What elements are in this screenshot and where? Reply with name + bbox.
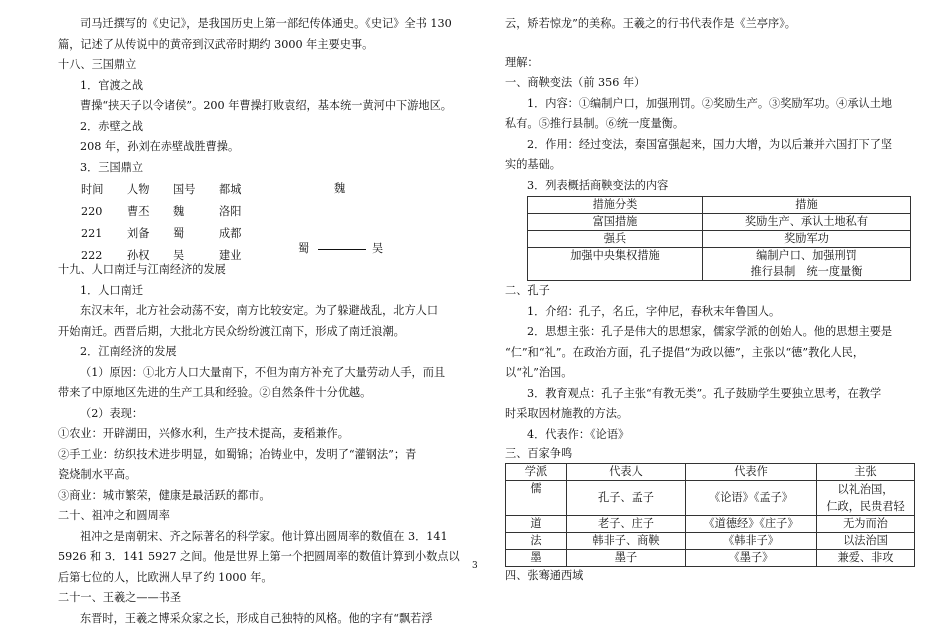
table2-cell: 《论语》《孟子》 [686,481,817,516]
jiaoyu-line-2: 时采取因材施教的方法。 [505,404,917,425]
zu-line-3: 后第七位的人，比欧洲人早了约 1000 年。 [58,568,478,589]
jiangnan-title: 2．江南经济的发展 [58,342,478,363]
table2-cell: 墨 [506,550,567,567]
nongye: ①农业：开辟湖田，兴修水利，生产技术提高，麦稻兼作。 [58,424,478,445]
yuanyin-line-2: 带来了中原地区先进的生产工具和经验。②自然条件十分优越。 [58,383,478,404]
zuoyong-line-1: 2．作用：经过变法，秦国富强起来，国力大增，为以后兼并六国打下了坚 [505,135,917,156]
sanguo-cell: 洛阳 [218,200,264,222]
diagram-wei: 魏 [334,180,345,196]
sanguo-cell: 刘备 [126,222,172,244]
sanguo-row [80,222,264,244]
diagram-connector-line [318,249,366,250]
table2-cell: 《墨子》 [686,550,817,567]
left-column [58,14,478,629]
yuanyin-line-1: （1）原因：①北方人口大量南下，不但为南方补充了大量劳动人手，而且 [58,363,478,384]
sanguo-cell: 蜀 [172,222,218,244]
neirong-line-1: 1．内容：①编制户口，加强刑罚。②奖励生产。③奖励军功。④承认土地 [505,94,917,115]
table1-cell: 强兵 [528,231,703,248]
table1-header-row [528,197,911,214]
table2-cell: 儒 [506,481,567,516]
lijie-label: 理解： [505,53,917,74]
table1-header-cell: 措施 [703,197,911,214]
table2-header-cell: 主张 [817,464,915,481]
table2-cell-line: 以礼治国， [821,481,910,498]
chibi-title: 2．赤壁之战 [58,117,478,138]
sanguo-block [58,178,478,260]
chibi-text: 208 年，孙刘在赤壁战胜曹操。 [58,137,478,158]
sanguo-title: 3．三国鼎立 [58,158,478,179]
heading-4: 四、张骞通西域 [505,567,917,585]
sixiang-line-1: 2．思想主张：孔子是伟大的思想家，儒家学派的创始人。他的思想主要是 [505,322,917,343]
table1-cell-line: 推行县制 统一度量衡 [707,264,906,280]
table1-cell: 奖励军功 [703,231,911,248]
sixiang-line-2: “仁”和“礼”。在政治方面，孔子提倡“为政以德”，主张以“德”教化人民， [505,343,917,364]
sanguo-header-row [80,178,264,200]
sanguo-cell: 魏 [172,200,218,222]
zu-line-1: 祖冲之是南朝宋、齐之际著名的科学家。他计算出圆周率的数值在 3．141 [58,527,478,548]
sanguo-row [80,200,264,222]
heading-20: 二十、祖冲之和圆周率 [58,506,478,527]
heading-2: 二、孔子 [505,281,917,302]
table2-header-cell: 学派 [506,464,567,481]
table2-header-row [506,464,915,481]
sanguo-header-state: 国号 [172,178,218,200]
table2-cell: 《韩非子》 [686,533,817,550]
jieshao: 1．介绍：孔子，名丘，字仲尼，春秋末年鲁国人。 [505,302,917,323]
sanguo-row [80,244,264,266]
zuoyong-line-2: 实的基础。 [505,155,917,176]
sanguo-cell: 吴 [172,244,218,266]
shangyang-table [527,196,911,281]
sixiang-line-3: 以“礼”治国。 [505,363,917,384]
sanguo-cell: 曹丕 [126,200,172,222]
baijia-table [505,463,915,567]
table2-cell: 老子、庄子 [567,516,686,533]
table1-cell: 加强中央集权措施 [528,248,703,281]
table2-row [506,550,915,567]
table1-header-cell: 措施分类 [528,197,703,214]
jiaoyu-line-1: 3．教育观点：孔子主张“有教无类”。孔子鼓励学生要独立思考，在教学 [505,384,917,405]
nanqian-title: 1．人口南迁 [58,281,478,302]
table2-header-cell: 代表作 [686,464,817,481]
heading-19: 十九、人口南迁与江南经济的发展 [58,260,478,281]
spacer [505,35,917,53]
table2-cell: 兼爱、非攻 [817,550,915,567]
table1-row [528,248,911,281]
diagram-shu: 蜀 [298,240,309,256]
heading-18: 十八、三国鼎立 [58,55,478,76]
table2-cell: 法 [506,533,567,550]
table2-cell: 韩非子、商鞅 [567,533,686,550]
wang-continued: 云，矫若惊龙”的美称。王羲之的行书代表作是《兰亭序》。 [505,14,917,35]
table1-row [528,214,911,231]
table1-cell [703,248,911,281]
daibiao: 4．代表作：《论语》 [505,425,917,446]
table2-cell: 墨子 [567,550,686,567]
biaoxian: （2）表现： [58,404,478,425]
heading-1: 一、商鞅变法（前 356 年） [505,73,917,94]
guandu-title: 1．官渡之战 [58,76,478,97]
table2-header-cell: 代表人 [567,464,686,481]
sanguo-cell: 成都 [218,222,264,244]
table2-cell-line: 仁政，民贵君轻 [821,498,910,515]
table1-cell-line: 编制户口、加强刑罚 [707,248,906,264]
table1-row [528,231,911,248]
sanguo-header-capital: 都城 [218,178,264,200]
table1-cell: 富国措施 [528,214,703,231]
sanguo-cell: 222 [80,244,126,266]
table1-cell: 奖励生产、承认土地私有 [703,214,911,231]
sanguo-cell: 220 [80,200,126,222]
table2-row [506,481,915,516]
table2-cell: 以法治国 [817,533,915,550]
sanguo-header-time: 时间 [80,178,126,200]
table2-cell: 道 [506,516,567,533]
shougong-line-2: 瓷烧制水平高。 [58,465,478,486]
nanqian-line-1: 东汉末年，北方社会动荡不安，南方比较安定。为了躲避战乱，北方人口 [58,301,478,322]
sanguo-header-person: 人物 [126,178,172,200]
shiji-line-1: 司马迁撰写的《史记》，是我国历史上第一部纪传体通史。《史记》全书 130 [58,14,478,35]
shougong-line-1: ②手工业：纺织技术进步明显，如蜀锦；冶铸业中，发明了“灌钢法”；青 [58,445,478,466]
sanguo-cell: 孙权 [126,244,172,266]
shiji-line-2: 篇，记述了从传说中的黄帝到汉武帝时期约 3000 年主要史事。 [58,35,478,56]
page-number: 3 [472,561,478,571]
table2-cell: 无为而治 [817,516,915,533]
table1-title: 3．列表概括商鞅变法的内容 [505,176,917,197]
shangye: ③商业：城市繁荣，健康是最活跃的都市。 [58,486,478,507]
sanguo-cell: 221 [80,222,126,244]
neirong-line-2: 私有。⑤推行县制。⑥统一度量衡。 [505,114,917,135]
zu-line-2: 5926 和 3．141 5927 之间。他是世界上第一个把圆周率的数值计算到小数点以 [58,547,478,568]
wang-line-1: 东晋时，王羲之博采众家之长，形成自己独特的风格。他的字有“飘若浮 [58,609,478,629]
table2-row [506,516,915,533]
right-column [505,14,917,585]
sanguo-table [80,178,264,266]
table2-cell [817,481,915,516]
nanqian-line-2: 开始南迁。西晋后期，大批北方民众纷纷渡江南下，形成了南迁浪潮。 [58,322,478,343]
diagram-wu: 吴 [372,240,383,256]
table2-cell: 《道德经》《庄子》 [686,516,817,533]
heading-3: 三、百家争鸣 [505,445,917,463]
sanguo-cell: 建业 [218,244,264,266]
table2-cell: 孔子、孟子 [567,481,686,516]
table2-row [506,533,915,550]
heading-21: 二十一、王羲之——书圣 [58,588,478,609]
guandu-text: 曹操“挟天子以令诸侯”。200 年曹操打败袁绍，基本统一黄河中下游地区。 [58,96,478,117]
